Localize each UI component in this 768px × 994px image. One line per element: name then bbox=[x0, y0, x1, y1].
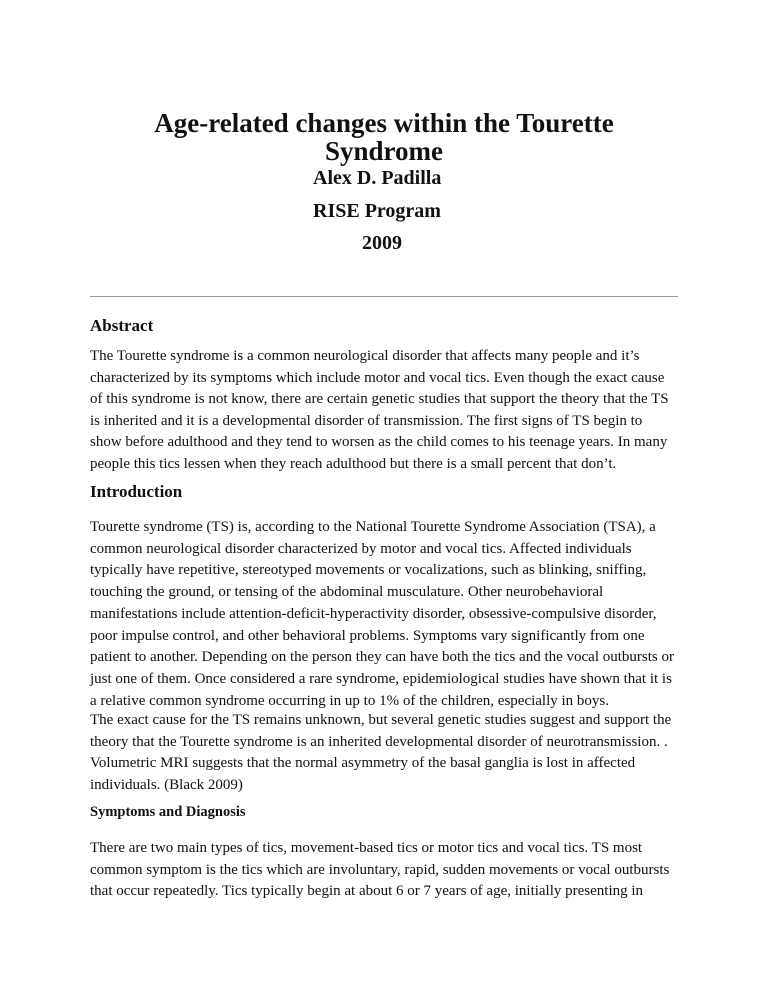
text-line: that occur repeatedly. Tics typically begin at about 6 or 7 years of age, initially presenting in bbox=[90, 883, 644, 900]
text-line: individuals. (Black 2009) bbox=[90, 777, 243, 794]
text-line: characterized by its symptoms which include motor and vocal tics. Even though the exact cause bbox=[90, 369, 665, 386]
text-line: poor impulse control, and other behavioral problems. Symptoms vary significantly from one bbox=[90, 627, 645, 644]
text-line: show before adulthood and they tend to worsen as the child comes to his teenage years. In many bbox=[90, 434, 668, 451]
author-name: Alex D. Padilla bbox=[313, 167, 442, 189]
introduction-heading: Introduction bbox=[90, 482, 183, 501]
year: 2009 bbox=[362, 232, 402, 254]
abstract-heading: Abstract bbox=[90, 316, 154, 335]
text-line: manifestations include attention-deficit-hyperactivity disorder, obsessive-compulsive disorder, bbox=[90, 605, 657, 622]
text-line: just one of them. Once considered a rare syndrome, epidemiological studies have shown that it is bbox=[90, 670, 672, 687]
text-line: There are two main types of tics, movement-based tics or motor tics and vocal tics. TS most bbox=[90, 840, 643, 856]
text-line: people this tics lessen when they reach adulthood but there is a small percent that don’t. bbox=[90, 456, 617, 472]
text-line: of this syndrome is not know, there are certain genetic studies that support the theory that the TS bbox=[90, 391, 669, 408]
text-line: typically have repetitive, stereotyped movements or vocalizations, such as blinking, sniffing, bbox=[90, 562, 647, 579]
text-line: patient to another. Depending on the person they can have both the tics and the vocal outbursts or bbox=[90, 649, 675, 666]
text-line: theory that the Tourette syndrome is an inherited developmental disorder of neurotransmission. . bbox=[90, 733, 668, 750]
divider bbox=[90, 296, 678, 297]
document-title-line-1: Age-related changes within the Tourette bbox=[154, 108, 614, 138]
text-line: Volumetric MRI suggests that the normal asymmetry of the basal ganglia is lost in affected bbox=[90, 755, 636, 772]
text-line: The exact cause for the TS remains unknown, but several genetic studies suggest and support the bbox=[90, 712, 672, 728]
text-line: common neurological disorder characterized by motor and vocal tics. Affected individuals bbox=[90, 540, 632, 557]
text-line: is inherited and it is a developmental disorder of transmission. The first signs of TS begin to bbox=[90, 412, 643, 429]
symptoms-heading: Symptoms and Diagnosis bbox=[90, 804, 246, 820]
program-name: RISE Program bbox=[313, 200, 441, 222]
text-line: The Tourette syndrome is a common neurological disorder that affects many people and it’s bbox=[90, 348, 640, 364]
text-line: touching the ground, or tensing of the abdominal musculature. Other neurobehavioral bbox=[90, 584, 604, 601]
document-title-line-2: Syndrome bbox=[324, 136, 444, 166]
text-line: common symptom is the tics which are involuntary, rapid, sudden movements or vocal outbursts bbox=[90, 861, 670, 878]
text-line: Tourette syndrome (TS) is, according to the National Tourette Syndrome Association (TSA), a bbox=[90, 519, 656, 535]
text-line: a relative common syndrome occurring in up to 1% of the children, especially in boys. bbox=[90, 692, 610, 709]
